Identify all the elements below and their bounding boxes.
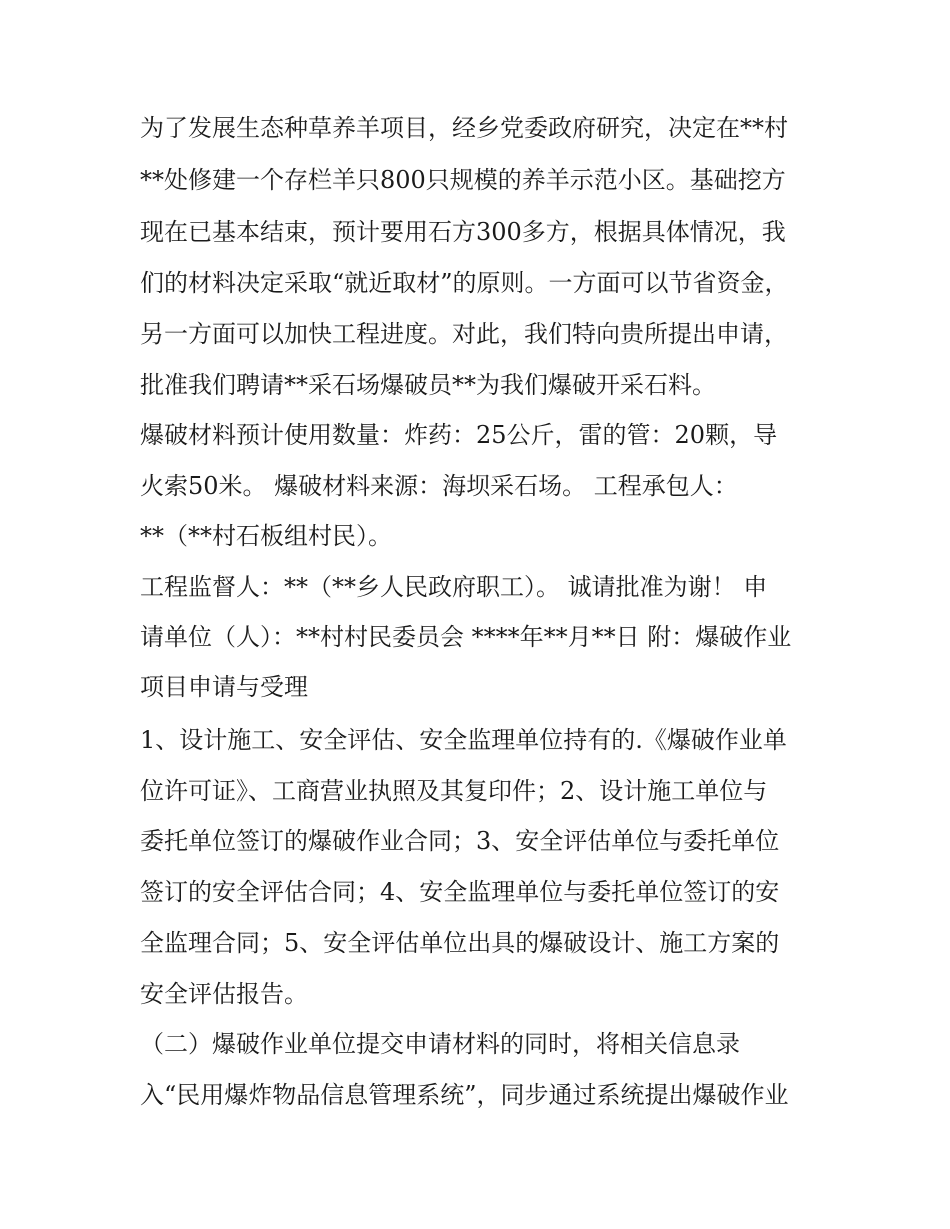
text-line: 项目申请与受理 (140, 673, 308, 701)
text-line: 爆破材料预计使用数量：炸药：25公斤，雷的管：20颗，导 (140, 421, 778, 449)
text-line: 批准我们聘请**采石场爆破员**为我们爆破开采石料。 (140, 371, 716, 399)
text-line: 入“民用爆炸物品信息管理系统”，同步通过系统提出爆破作业 (140, 1081, 789, 1109)
text-line: 1、设计施工、安全评估、安全监理单位持有的.《爆破作业单 (140, 726, 787, 754)
text-line: **（**村石板组村民）。 (140, 522, 392, 550)
text-line: 位许可证》、工商营业执照及其复印件；2、设计施工单位与 (140, 777, 768, 805)
text-line: （二）爆破作业单位提交申请材料的同时，将相关信息录 (140, 1030, 740, 1058)
text-line: 委托单位签订的爆破作业合同；3、安全评估单位与委托单位 (140, 827, 780, 855)
text-line: 安全评估报告。 (140, 980, 308, 1008)
text-line: 们的材料决定采取“就近取材”的原则。一方面可以节省资金， (140, 269, 789, 297)
text-line: 全监理合同；5、安全评估单位出具的爆破设计、施工方案的 (140, 929, 780, 957)
text-line: 工程监督人：**（**乡人民政府职工）。 诚请批准为谢！ 申 (140, 573, 768, 601)
text-line: 请单位（人）：**村村民委员会 ****年**月**日 附：爆破作业 (140, 623, 792, 651)
text-line: 火索50米。 爆破材料来源：海坝采石场。 工程承包人： (140, 472, 738, 500)
text-line: 另一方面可以加快工程进度。对此，我们特向贵所提出申请， (140, 320, 788, 348)
text-line: 现在已基本结束，预计要用石方300多方，根据具体情况，我 (140, 218, 786, 246)
text-line: 签订的安全评估合同；4、安全监理单位与委托单位签订的安 (140, 878, 780, 906)
text-line: 为了发展生态种草养羊项目，经乡党委政府研究，决定在**村 (140, 114, 788, 142)
text-line: **处修建一个存栏羊只800只规模的养羊示范小区。基础挖方 (140, 166, 786, 194)
